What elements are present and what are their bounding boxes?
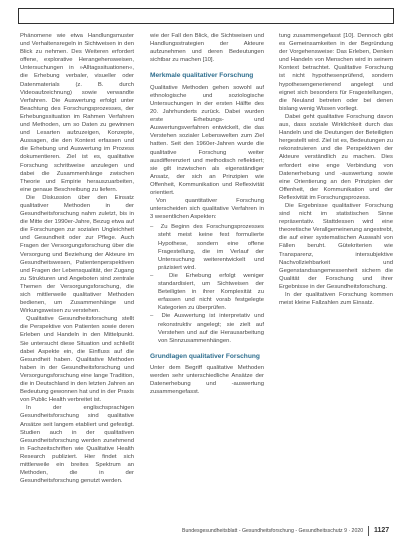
page-number: 1127 bbox=[374, 527, 390, 534]
header-rule-box bbox=[18, 8, 394, 24]
bullet-list bbox=[150, 223, 264, 344]
section-heading: Merkmale qualitativer Forschung bbox=[150, 72, 254, 80]
paragraph: In der englischsprachigen Gesundheitsforschung sind qualitative Ansätze seit langem etabliert und gefestigt. Studien auch in der qualitativen Gesundheitsforschung werden zunehmend in Fachzeitschriften wie Qualitative Health Research publiziert. Hier findet sich mittlerweile ein breites Spektrum an Methoden, die in der Gesundheitsforschung genutzt werden. bbox=[20, 405, 134, 485]
page-footer bbox=[182, 525, 396, 537]
journal-citation: Bundesgesundheitsblatt - Gesundheitsforschung - Gesundheitsschutz 9 · 2020 bbox=[182, 528, 364, 534]
footer-divider bbox=[368, 526, 369, 536]
paragraph: In der qualitativen Forschung kommen meist kleine Fallzahlen zum Einsatz. bbox=[279, 292, 393, 307]
section-heading: Grundlagen qualitativer Forschung bbox=[150, 352, 260, 360]
text-column-right bbox=[279, 32, 393, 518]
paragraph: Die Diskussion über den Einsatz qualitativer Methoden in der Gesundheitsforschung nahm zuletzt, bis in die Mitte der 1990er-Jahre, Bezug etwa auf die Forschungen zur sozialen Ungleichheit und Gesundheit oder zur Pflege. Auch Fragen der Versorgungsforschung über die Versorgung und Beziehung der Akteure im Gesundheitswesen, Patientenperspektiven und Fragen der Lebensqualität, der Zugang zu Strukturen und Angeboten sind zentrale Themen der Versorgungsforschung, die sich mittlerweile qualitativer Methoden bedienen, um Zusammenhänge und Wirkungsweisen zu verstehen. bbox=[20, 194, 134, 315]
text-column-middle bbox=[150, 32, 264, 518]
paragraph: Phänomene wie etwa Handlungsmuster und Verhaltensregeln in Sichtweisen in den Blick zu nehmen. Des Weiteren erfordert offene, explorative Herangehensweisen, Untersuchungen in »Alltagssituationen«, die Erhebung verbaler, visueller oder Datenmaterials (z. B. durch Videoaufzeichnung) sowie verwandte Verfahren. Die Auswertung erfolgt unter Beachtung des Forschungsprozesses, der Erhebungssituation im Rahmen Verfahren und Methoden, um so Daten zu gewinnen und Lesarten aufzuzeigen, Konzepte, Aussagen, die den Kontext erfassen und die Erhebung und Auswertung im Prozess dokumentieren. Ziel ist es, qualitative Forschung schrittweise anzulegen und dabei die Zusammenhänge zwischen Theorie und Empirie herauszuarbeiten, eine genaue Beschreibung zu liefern. bbox=[20, 33, 134, 193]
paragraph: tung zusammengefasst [10]. Dennoch gibt es Gemeinsamkeiten in der Begründung der Vorgehensweise: Das Erleben, Denken und Handeln von Menschen wird in seinem Kontext betrachtet. Qualitative Forschung ist nicht hypothesenprüfend, sondern hypothesengenerierend angelegt und eignet sich besonders für Fragestellungen, die Neuland betreten oder bei denen bislang wenig Wissen vorliegt. bbox=[279, 33, 393, 112]
list-item: – Zu Beginn des Forschungsprozesses steht meist keine fest formulierte Hypothese, sondern eine offene Fragestellung, die im Verlauf der Untersuchung weiterentwickelt und präzisiert wird. bbox=[150, 223, 264, 272]
paragraph: Die Ergebnisse qualitativer Forschung sind nicht im statistischen Sinne repräsentativ. Stattdessen wird eine theoretische Verallgemeinerung angestrebt, die auf einer systematischen Auswahl von Fällen beruht. Gütekriterien wie Transparenz, intersubjektive Nachvollziehbarkeit und Gegenstandsangemessenheit sichern die Qualität der Forschung und ihrer Ergebnisse in der Gesundheitsforschung. bbox=[279, 202, 393, 290]
paragraph: wie der Fall den Blick, die Sichtweisen und Handlungsstrategien der Akteure aufzunehmen und deren Bedeutungen sichtbar zu machen [10]. bbox=[150, 33, 264, 64]
paragraph: Qualitative Methoden gehen sowohl auf ethnologische und soziologische Untersuchungen in der ersten Hälfte des 20. Jahrhunderts zurück. Dabei wurden erste Erhebungs- und Auswertungsverfahren entwickelt, die das Verstehen sozialer Lebenswelten zum Ziel hatten. Seit den 1960er-Jahren wurde die qualitative Forschung weiter ausdifferenziert und methodisch reflektiert; sie gilt inzwischen als eigenständiger Ansatz, der sich an Prinzipien wie Offenheit, Kommunikation und Reflexivität orientiert. bbox=[150, 84, 264, 196]
paragraph: Unter dem Begriff qualitative Methoden werden sehr unterschiedliche Ansätze der Datenerhebung und -auswertung zusammengefasst. bbox=[150, 365, 264, 396]
paragraph: Von quantitativer Forschung unterscheiden sich qualitative Verfahren in 3 wesentlichen Aspekten: bbox=[150, 198, 264, 221]
list-item: – Die Auswertung ist interpretativ und rekonstruktiv angelegt; sie zielt auf Verstehen und auf die Herausarbeitung von Sinnzusammenhängen. bbox=[150, 312, 264, 344]
paragraph: Qualitative Gesundheitsforschung stellt die Perspektive von Patienten sowie deren Erleben und Handeln in den Mittelpunkt. Sie untersucht diese Situation und schließt dabei Aspekte ein, die Einfluss auf die Gesundheit haben. Qualitative Methoden haben in der Gesundheitsforschung und Versorgungsforschung eine lange Tradition, die in Deutschland in den letzten Jahren an Bedeutung gewonnen hat und in der Praxis von Public Health verbreitet ist. bbox=[20, 316, 134, 404]
paragraph: Dabei geht qualitative Forschung davon aus, dass soziale Wirklichkeit durch das Handeln und die Deutungen der Beteiligten hergestellt wird. Ziel ist es, Bedeutungen zu rekonstruieren und die Perspektiven der Akteure verständlich zu machen. Dies erfordert eine enge Verbindung von Datenerhebung und -auswertung sowie eine Orientierung an den Prinzipien der Offenheit, der Kommunikation und der Reflexivität im Forschungsprozess. bbox=[279, 113, 393, 201]
list-item: – Die Erhebung erfolgt weniger standardisiert, um Sichtweisen der Beteiligten in ihrer Komplexität zu erfassen und nicht vorab festgelegte Kategorien zu überprüfen. bbox=[150, 272, 264, 312]
text-column-left bbox=[20, 32, 134, 518]
